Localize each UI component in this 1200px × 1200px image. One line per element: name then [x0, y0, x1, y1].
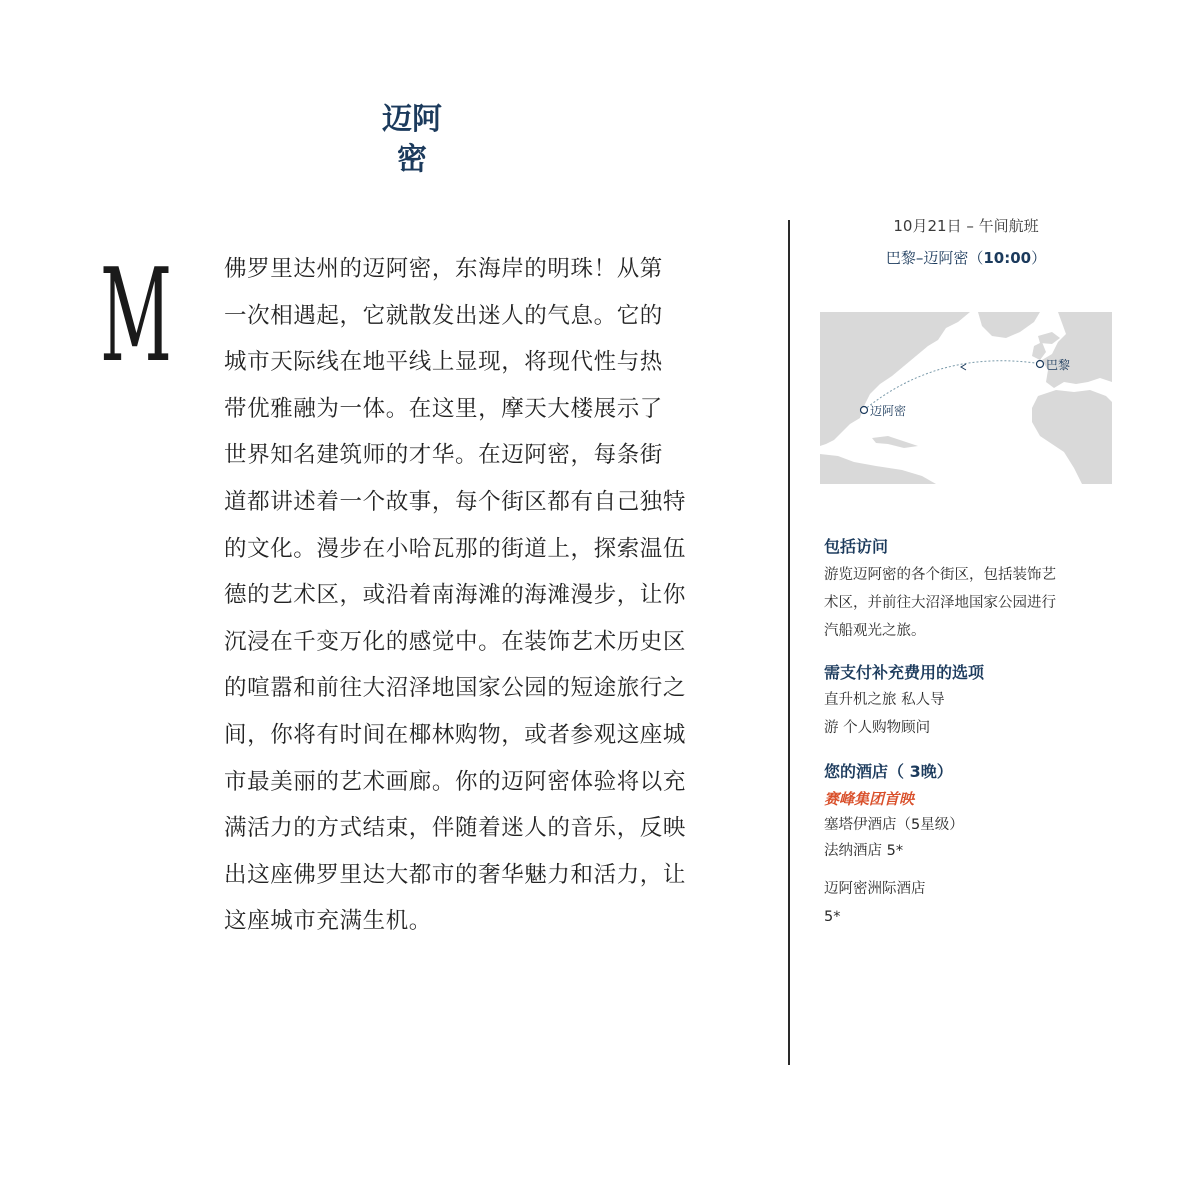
included-line: 术区，并前往大沼泽地国家公园进行: [824, 595, 1056, 611]
body-text: [224, 246, 716, 945]
body-line: 市最美丽的艺术画廊。你的迈阿密体验将以充: [224, 768, 687, 795]
body-line: 道都讲述着一个故事，每个街区都有自己独特: [224, 488, 687, 515]
flight-date: 10月21日 – 午间航班: [893, 217, 1039, 235]
paris-marker: [1037, 361, 1044, 368]
flight-route-label: 巴黎–迈阿密（: [885, 249, 984, 267]
title-line-1: 迈阿: [382, 102, 442, 137]
miami-marker: [861, 407, 868, 414]
flight-route: [840, 246, 1092, 270]
included-title: 包括访问: [824, 537, 889, 556]
options-line: 直升机之旅 私人导: [824, 692, 945, 708]
british-isles-landmass: [1032, 342, 1046, 360]
options-line: 游 个人购物顾问: [824, 720, 931, 736]
included-line: 汽船观光之旅。: [824, 623, 926, 639]
body-line: 间，你将有时间在椰林购物，或者参观这座城: [224, 721, 687, 748]
flight-route-close: ）: [1031, 249, 1047, 267]
hotel-line: 迈阿密洲际酒店: [824, 881, 926, 897]
europe-landmass: [1042, 312, 1112, 388]
hotel-line: 塞塔伊酒店（5星级）: [824, 817, 964, 833]
hotel-line: 法纳酒店 5*: [824, 843, 904, 859]
included-body: [824, 561, 1124, 645]
body-line: 出这座佛罗里达大都市的奢华魅力和活力，让: [224, 861, 687, 888]
body-line: 带优雅融为一体。在这里，摩天大楼展示了: [224, 395, 663, 422]
body-line: 沉浸在千变万化的感觉中。在装饰艺术历史区: [224, 628, 687, 655]
options-title: 需支付补充费用的选项: [824, 663, 985, 682]
body-line: 满活力的方式结束，伴随着迷人的音乐，反映: [224, 815, 687, 842]
hotels-title: 您的酒店（ 3晚）: [824, 762, 953, 781]
map-label-paris: 巴黎: [1046, 358, 1071, 372]
body-line: 这座城市充满生机。: [224, 908, 432, 935]
flight-time: 10:00: [983, 249, 1032, 267]
south-america-landmass: [820, 454, 936, 484]
north-america-landmass: [820, 312, 970, 446]
drop-cap: M: [100, 242, 173, 391]
africa-landmass: [1032, 390, 1112, 484]
iceland-landmass: [1038, 332, 1060, 344]
route-map-graphic: [820, 312, 1112, 484]
body-line: 德的艺术区，或沿着南海滩的海滩漫步，让你: [224, 582, 687, 609]
hotel-highlight: 赛峰集团首映: [824, 790, 915, 808]
title-line-2: 密: [397, 142, 427, 177]
route-direction-arrow: [961, 364, 966, 370]
included-line: 游览迈阿密的各个街区，包括装饰艺: [824, 567, 1056, 583]
body-line: 佛罗里达州的迈阿密，东海岸的明珠！从第: [224, 256, 663, 282]
caribbean-islands: [872, 436, 918, 448]
page-title: [352, 100, 472, 180]
column-divider: [788, 220, 790, 1065]
hotel-line: 5*: [824, 909, 841, 925]
options-body: [824, 686, 1124, 742]
map-label-miami: 迈阿密: [870, 404, 907, 418]
body-line: 的喧嚣和前往大沼泽地国家公园的短途旅行之: [224, 675, 687, 702]
greenland-landmass: [978, 312, 1040, 338]
body-line: 世界知名建筑师的才华。在迈阿密，每条街: [224, 442, 663, 469]
body-line: 的文化。漫步在小哈瓦那的街道上，探索温伍: [224, 535, 687, 562]
body-line: 城市天际线在地平线上显现，将现代性与热: [224, 349, 663, 376]
route-map: [820, 312, 1112, 484]
body-line: 一次相遇起，它就散发出迷人的气息。它的: [224, 302, 663, 329]
